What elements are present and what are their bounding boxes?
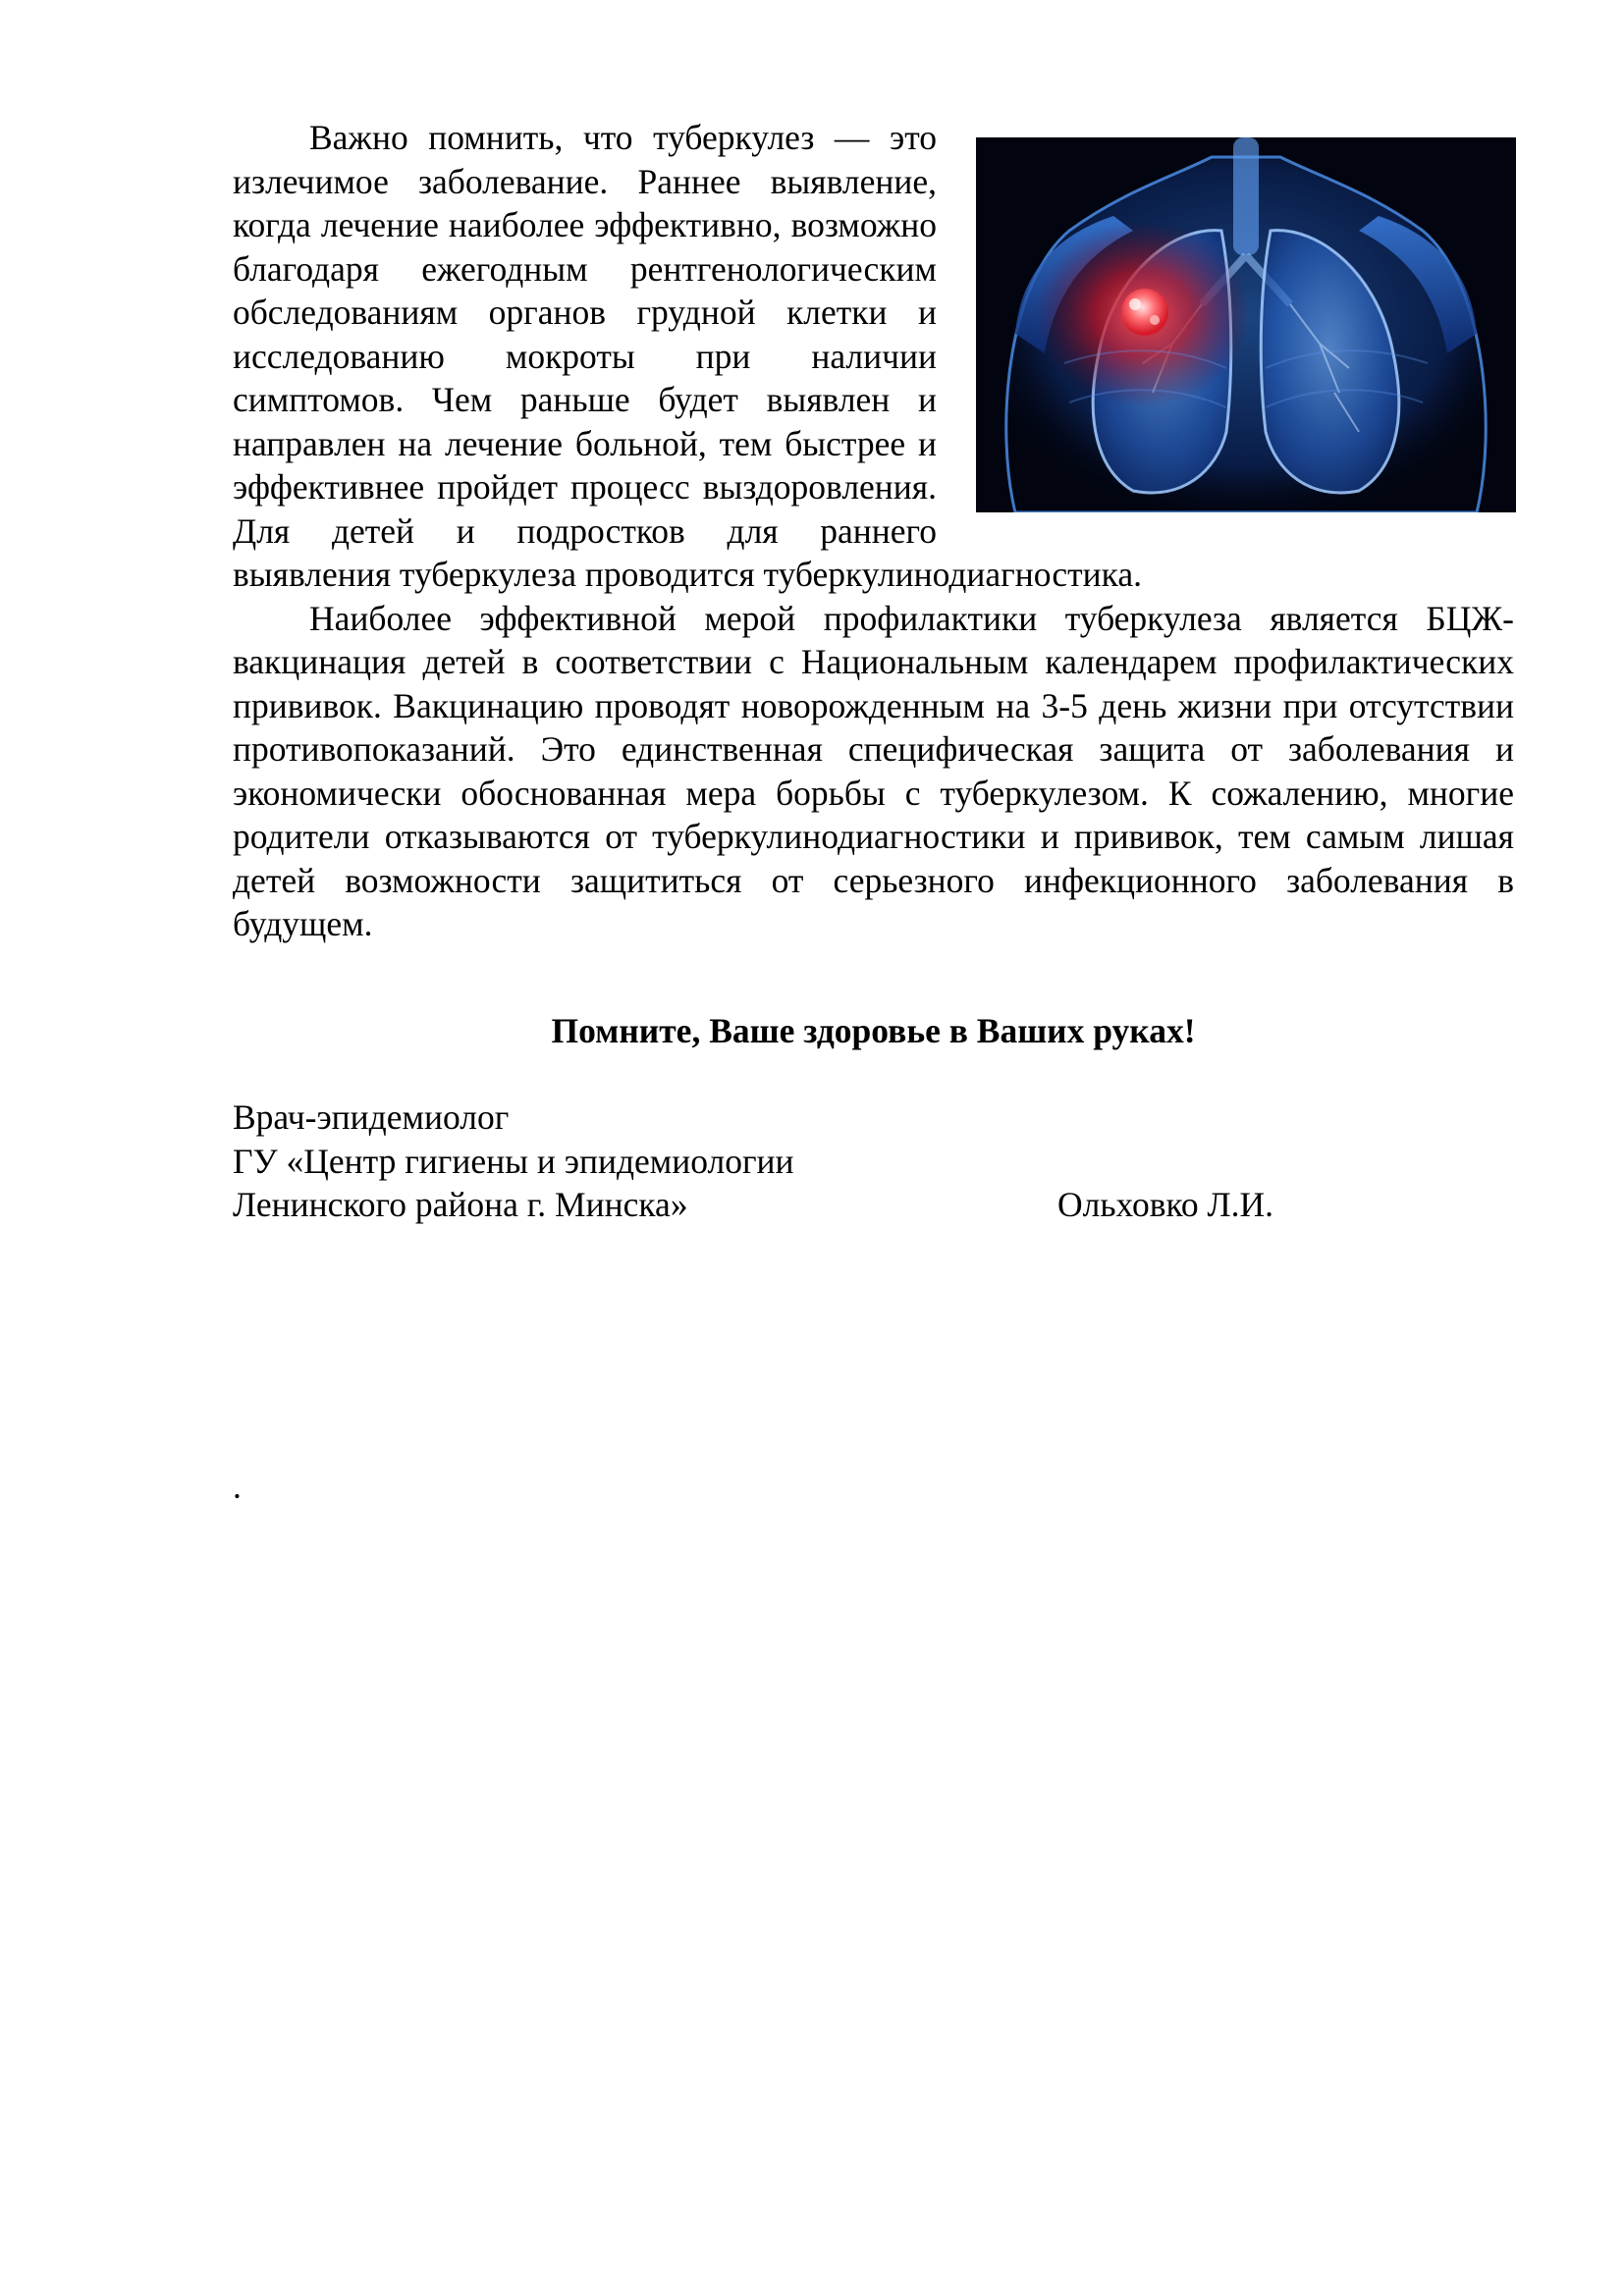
lungs-xray-illustration xyxy=(976,137,1516,512)
motto-heading: Помните, Ваше здоровье в Ваших руках! xyxy=(551,1010,1196,1050)
signature-organization-line2: Ленинского района г. Минска» xyxy=(233,1185,688,1224)
signature-position: Врач-эпидемиолог xyxy=(233,1097,510,1137)
lungs-icon xyxy=(976,137,1516,512)
signature-block xyxy=(233,1095,1514,1227)
document-body xyxy=(233,116,1514,1227)
signature-organization-line1: ГУ «Центр гигиены и эпидемиологии xyxy=(233,1141,794,1181)
paragraph-early-detection: Важно помнить, что туберкулез — это излечимое заболевание. Раннее выявление, когда лечение наиболее эффективно, возможно благодаря ежегодным рентгенологическим обследованиям органов грудной клетки и исследованию мокроты при наличии симптомов. Чем раньше будет выявлен и направлен на лечение больной, тем быстрее и эффективнее пройдет процесс выздоровления. Для детей и подростков для раннего выявления туберкулеза проводится туберкулинодиагностика. xyxy=(233,118,1142,594)
trailing-mark: . xyxy=(233,1467,242,1506)
signature-name: Ольховко Л.И. xyxy=(1057,1185,1273,1224)
paragraph-bcg-vaccination: Наиболее эффективной мерой профилактики туберкулеза является БЦЖ-вакцинация детей в соответствии с Национальным календарем профилактических прививок. Вакцинацию проводят новорожденным на 3-5 день жизни при отсутствии противопоказаний. Это единственная специфическая защита от заболевания и экономически обоснованная мера борьбы с туберкулезом. К сожалению, многие родители отказываются от туберкулинодиагностики и прививок, тем самым лишая детей возможности защититься от серьезного инфекционного заболевания в будущем. xyxy=(233,598,1514,943)
